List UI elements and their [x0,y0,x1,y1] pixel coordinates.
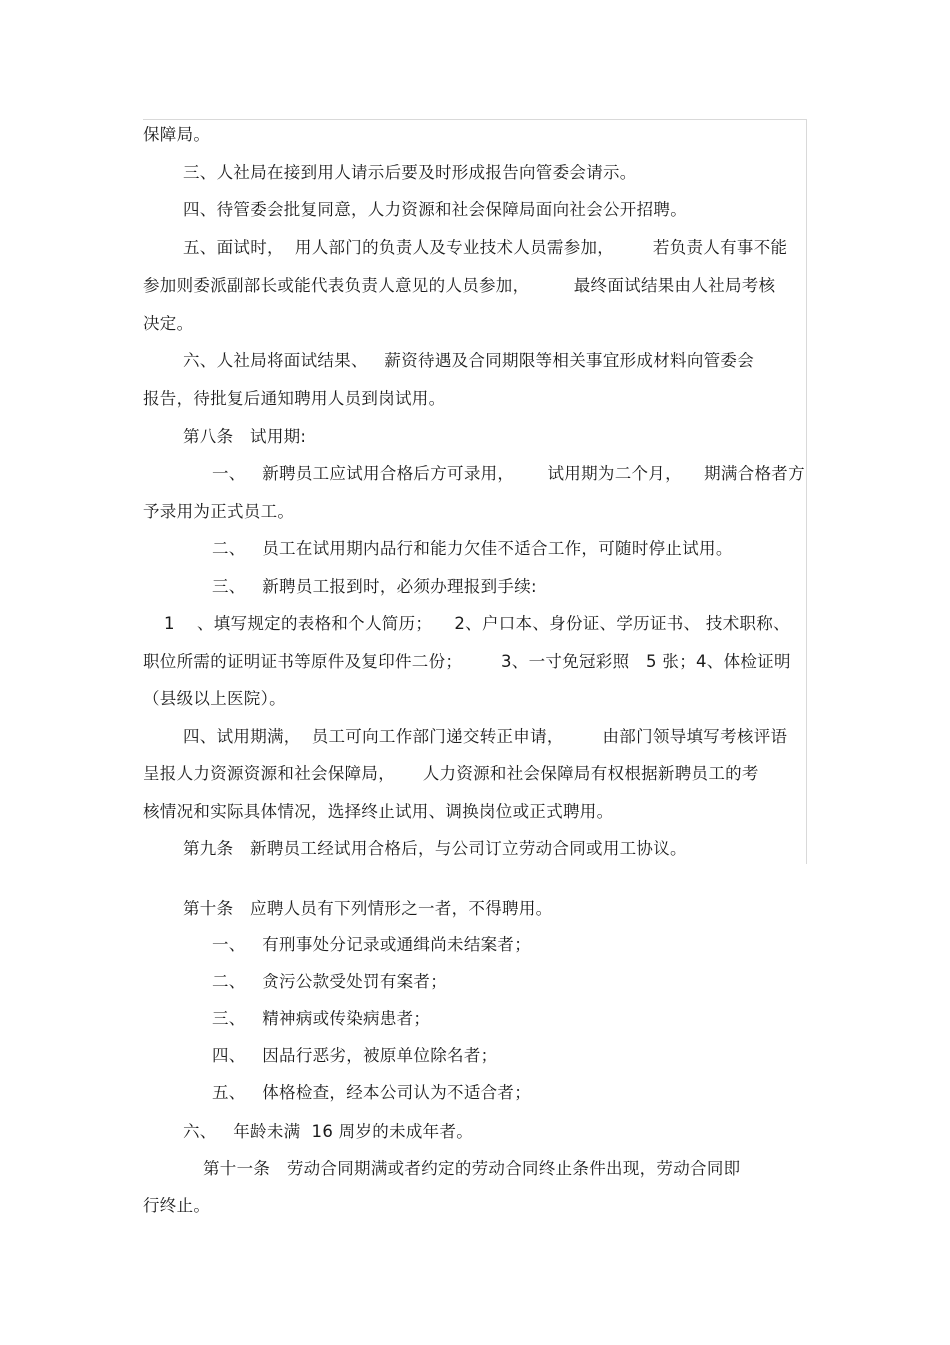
text-line: 五、面试时， 用人部门的负责人及专业技术人员需参加， 若负责人有事不能 [183,238,788,257]
text-line: 六、 年龄未满 16 周岁的未成年者。 [183,1122,474,1141]
text-line: 三、 新聘员工报到时，必须办理报到手续: [212,577,537,596]
text-frame-right-border [806,119,807,864]
text-line: 二、 贪污公款受处罚有案者； [212,972,448,991]
text-line: 予录用为正式员工。 [143,502,295,521]
text-line: 四、试用期满， 员工可向工作部门递交转正申请， 由部门领导填写考核评语 [183,727,788,746]
text-frame-top-border [143,119,807,120]
text-line: 职位所需的证明证书等原件及复印件二份； 3、一寸免冠彩照 5 张；4、体检证明 [143,652,791,671]
text-line: 1 、填写规定的表格和个人简历； 2、户口本、身份证、学历证书、 技术职称、 [164,614,790,633]
text-line: 报告，待批复后通知聘用人员到岗试用。 [143,389,446,408]
text-line: 保障局。 [143,125,211,144]
text-line: 四、待管委会批复同意，人力资源和社会保障局面向社会公开招聘。 [183,200,687,219]
section-heading: 第十条 应聘人员有下列情形之一者，不得聘用。 [183,899,553,918]
text-line: 一、 有刑事处分记录或通缉尚未结案者； [212,935,532,954]
section-heading: 第八条 试用期: [183,427,307,446]
text-line: 五、 体格检查，经本公司认为不适合者； [212,1083,532,1102]
section-heading: 第九条 新聘员工经试用合格后，与公司订立劳动合同或用工协议。 [183,839,687,858]
text-line: 三、人社局在接到用人请示后要及时形成报告向管委会请示。 [183,163,637,182]
text-line: （县级以上医院）。 [143,689,286,708]
text-line: 六、人社局将面试结果、 薪资待遇及合同期限等相关事宜形成材料向管委会 [183,351,755,370]
text-line: 四、 因品行恶劣，被原单位除名者； [212,1046,498,1065]
text-line: 三、 精神病或传染病患者； [212,1009,431,1028]
text-line: 一、 新聘员工应试用合格后方可录用， 试用期为二个月， 期满合格者方 [212,464,805,483]
section-heading: 第十一条 劳动合同期满或者约定的劳动合同终止条件出现，劳动合同即 [203,1159,741,1178]
text-line: 呈报人力资源资源和社会保障局， 人力资源和社会保障局有权根据新聘员工的考 [143,764,759,783]
text-line: 行终止。 [143,1196,211,1215]
text-line: 核情况和实际具体情况，选择终止试用、调换岗位或正式聘用。 [143,802,614,821]
text-line: 参加则委派副部长或能代表负责人意见的人员参加， 最终面试结果由人社局考核 [143,276,776,295]
text-line: 二、 员工在试用期内品行和能力欠佳不适合工作，可随时停止试用。 [212,539,733,558]
text-line: 决定。 [143,314,194,333]
